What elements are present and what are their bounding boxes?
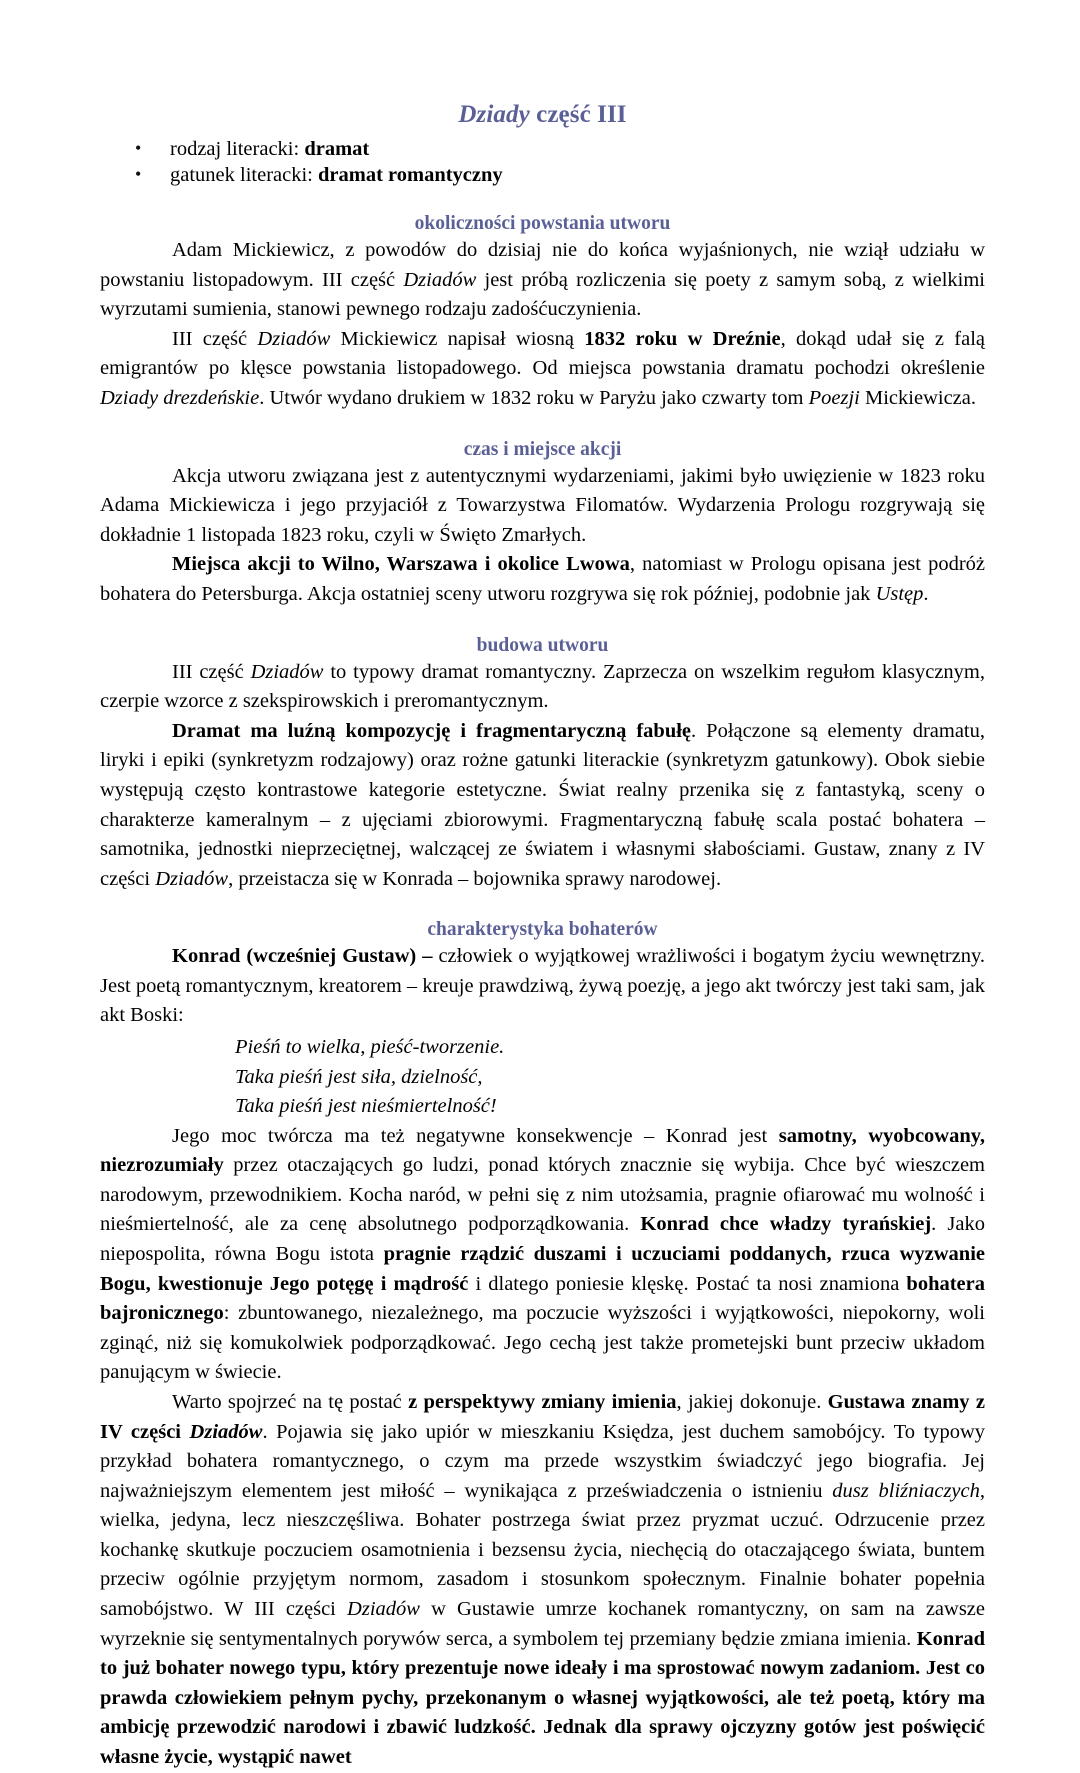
text-run: , wielka, jedyna, lecz nieszczęśliwa. Bohater postrzega świat przez pryzmat uczuć. Odrzucenie przez kochankę skutkuje poczuciem osamotnienia i bezsensu życia, niechęcią do otaczającego świata, buntem przeciw ogólnie przyjętym normom, zasadom i stosunkom społecznym. Finalnie bohater popełnia samobójstwo. W III części: [100, 1479, 986, 1621]
text-run: człowiek o wyjątkowej wrażliwości i bogatym życiu wewnętrzny. Jest poetą romantycznym, kreatorem – kreuje prawdziwą, żywą poezję, a jego akt twórczy jest taki sam, jak akt Boski:: [100, 945, 986, 1027]
verse-line: Taka pieśń jest siła, dzielność,: [235, 1065, 483, 1088]
verse-line: Pieśń to wielka, pieść-tworzenie.: [235, 1036, 505, 1059]
text-run-bold: Konrad to już bohater nowego typu, który prezentuje nowe ideały i ma sprostować nowym zadaniom. Jest co prawda człowiekiem pełnym pychy, przekonanym o własnej wyjątkowości, ale też poetą, który ma ambicję przewodzić narodowi i zbawić ludzkość. Jednak dla sprawy ojczyzny gotów jest poświęcić własne życie, wystąpić nawet: [100, 1627, 985, 1769]
text-run: Adam Mickiewicz, z powodów do dzisiaj nie do końca wyjaśnionych, nie wziął udziału w powstaniu listopadowym. III część: [100, 239, 985, 291]
text-run-bold: Miejsca akcji to Wilno, Warszawa i okolice Lwowa: [172, 553, 630, 576]
page-title: [100, 100, 985, 130]
literary-metadata-list: [100, 136, 985, 188]
text-run-bold: Konrad (wcześniej Gustaw) –: [172, 945, 433, 968]
text-run-italic: Dziadów: [403, 268, 477, 291]
text-run: i dlatego poniesie klęskę. Postać ta nosi znamiona: [468, 1272, 907, 1295]
text-run: , natomiast w Prologu opisana jest podróż bohatera do Petersburga. Akcja ostatniej sceny utworu rozgrywa się rok później, podobnie jak: [100, 553, 985, 605]
text-run: . Pojawia się jako upiór w mieszkaniu Księdza, jest duchem samobójcy. To typowy przykład bohatera romantycznego, o czym ma przede wszystkim świadczyć jego biografia. Jej najważniejszym elementem jest miłość – wynikająca z przeświadczenia o istnieniu: [100, 1420, 985, 1502]
text-run: III część: [172, 327, 258, 350]
text-run: .: [923, 582, 929, 605]
list-item: [100, 162, 985, 188]
text-run: . Połączone są elementy dramatu, liryki i epiki (synkretyzm rodzajowy) oraz rożne gatunki literackie (synkretyzm gatunkowy). Obok siebie występują często kontrastowe kategorie estetyczne. Świat realny przenika się z fantastyką, sceny o charakterze kameralnym – z ujęciami zbiorowymi. Fragmentaryczną fabułę scala postać bohatera – samotnika, jednostki nieprzeciętnej, walczącej ze światem i własnymi słabościami. Gustaw, znany z IV części: [100, 719, 985, 890]
text-run: Warto spojrzeć na tę postać: [172, 1390, 409, 1413]
text-run: : zbuntowanego, niezależnego, ma poczucie wyższości i wyjątkowości, niepokorny, woli zginąć, niż się komukolwiek podporządkować. Jego cechą jest także prometejski bunt przeciw układom panującym w świecie.: [100, 1302, 985, 1384]
text-run: , przeistacza się w Konrada – bojownika sprawy narodowej.: [228, 867, 722, 890]
text-run-bold: samotny, wyobcowany, niezrozumiały: [100, 1124, 985, 1177]
paragraph-konrad-tyran: [100, 1122, 985, 1388]
meta-label: gatunek literacki:: [170, 164, 318, 186]
section-heading-charakterystyka: charakterystyka bohaterów: [427, 919, 658, 941]
verse-line: Taka pieśń jest nieśmiertelność!: [235, 1095, 497, 1118]
paragraph-budowa-1: [100, 658, 985, 717]
text-run-bold-italic: Dziadów: [189, 1420, 263, 1443]
paragraph-czas-miejsce-1: Akcja utworu związana jest z autentycznymi wydarzeniami, jakimi było uwięzienie w 1823 roku Adama Mickiewicza i jego przyjaciół z Towarzystwa Filomatów. Wydarzenia Prologu rozgrywają się dokładnie 1 listopada 1823 roku, czyli w Święto Zmarłych.: [100, 464, 985, 546]
text-run-italic: Dziadów: [250, 660, 324, 683]
text-run-italic: Poezji: [808, 386, 860, 409]
text-run-bold: z perspektywy zmiany imienia: [408, 1390, 677, 1413]
page-title-suffix: część III: [529, 101, 627, 128]
paragraph-konrad-intro: [100, 942, 985, 1031]
meta-value: dramat: [304, 138, 370, 160]
section-heading-okolicznosci: okoliczności powstania utworu: [414, 213, 671, 234]
text-run-bold: pragnie rządzić duszami i uczuciami poddanych, rzuca wyzwanie Bogu, kwestionuje Jego potęgę i mądrość: [100, 1242, 986, 1295]
text-run: jest próbą rozliczenia się poety z samym sobą, z wielkimi wyrzutami sumienia, stanowi pewnego rodzaju zadośćuczynienia.: [100, 268, 985, 321]
text-run-italic: Dziadów: [155, 867, 229, 890]
section-heading-budowa: budowa utworu: [476, 634, 609, 656]
section-heading-czas-miejsce: czas i miejsce akcji: [463, 438, 622, 460]
text-run-bold: bohatera bajronicznego: [100, 1272, 985, 1325]
text-run: Mickiewicza.: [859, 386, 976, 409]
meta-value: dramat romantyczny: [318, 164, 503, 186]
page-title-work-name: Dziady: [458, 101, 530, 128]
text-run: . Utwór wydano drukiem w 1832 roku w Paryżu jako czwarty tom: [259, 386, 809, 409]
paragraph-zmiana-imienia: [100, 1388, 985, 1773]
meta-label: rodzaj literacki:: [170, 138, 305, 160]
text-run: , dokąd udał się z falą emigrantów po klęsce powstania listopadowego. Od miejsca powstania dramatu pochodzi określenie: [100, 327, 986, 380]
text-run-bold: Dramat ma luźną kompozycję i fragmentaryczną fabułę: [172, 719, 692, 742]
text-run-bold: Konrad chce władzy tyrańskiej: [640, 1213, 932, 1236]
text-run: . Jako niepospolita, równa Bogu istota: [100, 1213, 986, 1265]
verse-quote-block: [100, 1033, 985, 1122]
text-run-italic: Dziadów: [257, 327, 331, 350]
text-run: w Gustawie umrze kochanek romantyczny, on sam na zawsze wyrzeknie się sentymentalnych porywów serca, a symbolem tej przemiany będzie zmiana imienia.: [100, 1598, 986, 1650]
paragraph-okolicznosci-2: [100, 325, 985, 414]
paragraph-okolicznosci-1: [100, 236, 985, 325]
list-item: [100, 136, 985, 162]
text-run-italic: Dziady drezdeńskie: [100, 386, 260, 409]
text-run: to typowy dramat romantyczny. Zaprzecza on wszelkim regułom klasycznym, czerpie wzorce z szekspirowskich i preromantycznym.: [100, 660, 985, 713]
text-run-bold: Gustawa znamy z IV części: [100, 1390, 985, 1443]
text-run-italic: Dziadów: [347, 1598, 420, 1621]
paragraph-budowa-2: [100, 717, 985, 895]
text-run: przez otaczających go ludzi, ponad których znacznie się wybija. Chce być wieszczem narodowym, przewodnikiem. Kocha naród, w pełni się z nim utożsamia, pragnie ofiarować mu wolność i nieśmiertelność, ale za cenę absolutnego podporządkowania.: [100, 1154, 985, 1236]
text-run: Mickiewicz napisał wiosną: [330, 327, 585, 350]
text-run: , jakiej dokonuje.: [676, 1390, 828, 1413]
text-run-italic: Ustęp: [875, 582, 924, 605]
text-run: III część: [172, 660, 251, 683]
text-run-italic: dusz bliźniaczych: [832, 1479, 980, 1502]
paragraph-czas-miejsce-2: [100, 550, 985, 609]
text-run: Jego moc twórcza ma też negatywne konsekwencje – Konrad jest: [172, 1124, 779, 1147]
text-run-bold: 1832 roku w Dreźnie: [584, 327, 781, 350]
